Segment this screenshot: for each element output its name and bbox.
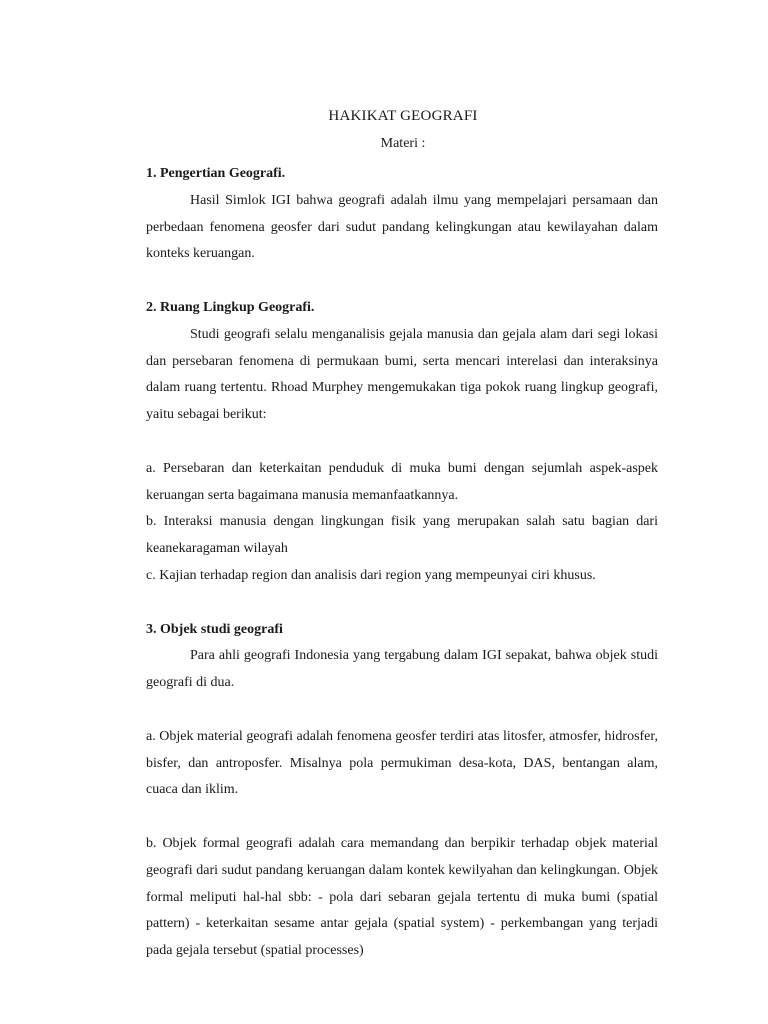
list-item: c. Kajian terhadap region dan analisis dari region yang mempeunyai ciri khusus. xyxy=(146,567,596,583)
section-paragraph: Hasil Simlok IGI bahwa geografi adalah ilmu yang mempelajari persamaan dan perbedaan fenomena geosfer dari sudut pandang kelingkungan atau kewilayahan dalam konteks keruangan. xyxy=(146,192,658,262)
section-heading: 1. Pengertian Geografi. xyxy=(146,166,286,181)
section-heading: 2. Ruang Lingkup Geografi. xyxy=(146,299,315,315)
section-heading: 3. Objek studi geografi xyxy=(146,621,283,637)
list-item: a. Persebaran dan keterkaitan penduduk di muka bumi dengan sejumlah aspek-aspek keruangan serta bagaimana manusia memanfaatkannya. xyxy=(146,460,658,503)
document-title: HAKIKAT GEOGRAFI xyxy=(328,108,478,124)
document-subtitle: Materi : xyxy=(380,136,426,151)
section-paragraph: Para ahli geografi Indonesia yang tergabung dalam IGI sepakat, bahwa objek studi geografi di dua. xyxy=(146,648,658,691)
list-item: b. Objek formal geografi adalah cara memandang dan berpikir terhadap objek material geografi dari sudut pandang keruangan dalam kontek kewilyahan dan kelingkungan. Objek formal meliputi hal-hal sbb: - pola dari sebaran gejala tertentu di muka bumi (spatial pattern) - keterkaitan sesame antar gejala (spatial system) - perkembangan yang terjadi pada gejala tersebut (spatial processes) xyxy=(146,835,658,959)
list-item: a. Objek material geografi adalah fenomena geosfer terdiri atas litosfer, atmosfer, hidrosfer, bisfer, dan antroposfer. Misalnya pola permukiman desa-kota, DAS, bentangan alam, cuaca dan iklim. xyxy=(146,728,658,798)
section-paragraph: Studi geografi selalu menganalisis gejala manusia dan gejala alam dari segi lokasi dan persebaran fenomena di permukaan bumi, serta mencari interelasi dan interaksinya dalam ruang tertentu. Rhoad Murphey mengemukakan tiga pokok ruang lingkup geografi, yaitu sebagai berikut: xyxy=(146,326,658,423)
list-item: b. Interaksi manusia dengan lingkungan fisik yang merupakan salah satu bagian dari keanekaragaman wilayah xyxy=(146,514,658,557)
document-body xyxy=(146,161,658,965)
